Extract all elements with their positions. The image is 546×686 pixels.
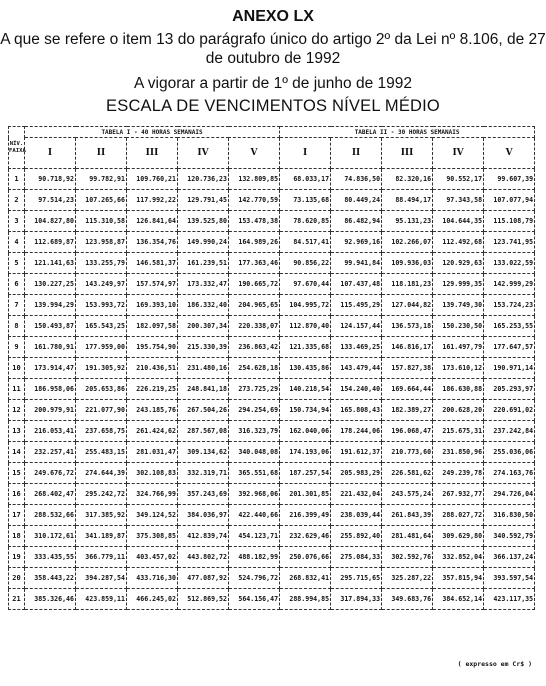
level-cell: 11 — [9, 379, 25, 400]
salary-cell: 112.689,87 — [25, 232, 76, 253]
salary-cell: 332.852,04 — [433, 547, 484, 568]
salary-cell: 196.068,47 — [382, 421, 433, 442]
salary-cell: 150.493,87 — [25, 316, 76, 337]
table-row — [9, 358, 535, 379]
salary-cell: 161.239,51 — [178, 253, 229, 274]
level-cell: 20 — [9, 568, 25, 589]
salary-cell: 250.076,66 — [280, 547, 331, 568]
salary-cell: 201.301,85 — [280, 484, 331, 505]
salary-cell: 288.532,66 — [25, 505, 76, 526]
level-cell: 21 — [9, 589, 25, 610]
level-cell: 9 — [9, 337, 25, 358]
table-row — [9, 400, 535, 421]
salary-cell: 254.628,18 — [229, 358, 280, 379]
salary-cell: 248.841,18 — [178, 379, 229, 400]
salary-cell: 90.718,92 — [25, 169, 76, 190]
salary-cell: 97.343,58 — [433, 190, 484, 211]
salary-cell: 129.791,45 — [178, 190, 229, 211]
salary-cell: 325.287,22 — [382, 568, 433, 589]
salary-cell: 288.994,85 — [280, 589, 331, 610]
salary-cell: 174.193,06 — [280, 442, 331, 463]
level-cell: 8 — [9, 316, 25, 337]
salary-cell: 357.815,94 — [433, 568, 484, 589]
salary-cell: 150.734,94 — [280, 400, 331, 421]
salary-cell: 349.683,76 — [382, 589, 433, 610]
table-row — [9, 274, 535, 295]
table-row — [9, 421, 535, 442]
salary-cell: 220.338,07 — [229, 316, 280, 337]
level-cell: 10 — [9, 358, 25, 379]
salary-cell: 173.914,47 — [25, 358, 76, 379]
salary-cell: 191.612,37 — [331, 442, 382, 463]
salary-cell: 365.551,68 — [229, 463, 280, 484]
salary-cell: 130.435,86 — [280, 358, 331, 379]
table-row — [9, 463, 535, 484]
salary-cell: 124.157,44 — [331, 316, 382, 337]
salary-cell: 182.389,27 — [382, 400, 433, 421]
salary-cell: 190.971,14 — [484, 358, 535, 379]
salary-cell: 249.239,78 — [433, 463, 484, 484]
salary-cell: 92.969,16 — [331, 232, 382, 253]
salary-cell: 216.053,41 — [25, 421, 76, 442]
salary-cell: 288.027,72 — [433, 505, 484, 526]
salary-cell: 287.567,08 — [178, 421, 229, 442]
salary-cell: 115.495,29 — [331, 295, 382, 316]
salary-cell: 142.770,59 — [229, 190, 280, 211]
salary-cell: 317.894,33 — [331, 589, 382, 610]
table-row — [9, 295, 535, 316]
salary-cell: 153.993,72 — [76, 295, 127, 316]
salary-cell: 142.999,29 — [484, 274, 535, 295]
salary-cell: 115.310,58 — [76, 211, 127, 232]
salary-cell: 412.839,74 — [178, 526, 229, 547]
salary-cell: 82.320,16 — [382, 169, 433, 190]
salary-cell: 488.182,99 — [229, 547, 280, 568]
salary-cell: 275.084,33 — [331, 547, 382, 568]
salary-cell: 139.749,30 — [433, 295, 484, 316]
salary-cell: 129.999,35 — [433, 274, 484, 295]
salary-cell: 215.330,39 — [178, 337, 229, 358]
salary-cell: 231.480,16 — [178, 358, 229, 379]
salary-cell: 236.863,42 — [229, 337, 280, 358]
salary-cell: 187.257,54 — [280, 463, 331, 484]
salary-cell: 295.242,72 — [76, 484, 127, 505]
salary-cell: 333.435,55 — [25, 547, 76, 568]
salary-cell: 210.436,51 — [127, 358, 178, 379]
salary-cell: 332.319,71 — [178, 463, 229, 484]
salary-cell: 267.932,77 — [433, 484, 484, 505]
table-row — [9, 379, 535, 400]
salary-cell: 169.664,44 — [382, 379, 433, 400]
salary-cell: 139.994,29 — [25, 295, 76, 316]
salary-cell: 149.990,24 — [178, 232, 229, 253]
salary-cell: 274.163,76 — [484, 463, 535, 484]
salary-cell: 104.995,72 — [280, 295, 331, 316]
salary-cell: 205.293,97 — [484, 379, 535, 400]
salary-cell: 165.808,43 — [331, 400, 382, 421]
column-header: V — [229, 138, 280, 169]
salary-cell: 130.227,25 — [25, 274, 76, 295]
salary-cell: 341.189,87 — [76, 526, 127, 547]
level-cell: 15 — [9, 463, 25, 484]
salary-cell: 340.048,08 — [229, 442, 280, 463]
salary-cell: 88.494,17 — [382, 190, 433, 211]
salary-cell: 392.968,06 — [229, 484, 280, 505]
salary-cell: 153.724,23 — [484, 295, 535, 316]
level-cell: 3 — [9, 211, 25, 232]
salary-cell: 309.629,80 — [433, 526, 484, 547]
salary-cell: 316.830,50 — [484, 505, 535, 526]
salary-cell: 95.131,23 — [382, 211, 433, 232]
table-row — [9, 484, 535, 505]
salary-cell: 205.983,29 — [331, 463, 382, 484]
salary-scale-table — [8, 126, 535, 610]
salary-cell: 117.992,22 — [127, 190, 178, 211]
salary-cell: 161.497,79 — [433, 337, 484, 358]
table-row — [9, 169, 535, 190]
salary-cell: 477.087,92 — [178, 568, 229, 589]
salary-cell: 294.254,69 — [229, 400, 280, 421]
salary-cell: 186.958,06 — [25, 379, 76, 400]
salary-cell: 564.156,47 — [229, 589, 280, 610]
salary-cell: 268.402,47 — [25, 484, 76, 505]
salary-cell: 393.597,54 — [484, 568, 535, 589]
salary-cell: 243.575,24 — [382, 484, 433, 505]
salary-cell: 317.385,92 — [76, 505, 127, 526]
salary-cell: 112.492,68 — [433, 232, 484, 253]
column-header: I — [25, 138, 76, 169]
level-cell: 17 — [9, 505, 25, 526]
level-cell: 13 — [9, 421, 25, 442]
salary-cell: 255.483,15 — [76, 442, 127, 463]
salary-cell: 422.440,66 — [229, 505, 280, 526]
salary-cell: 238.039,44 — [331, 505, 382, 526]
salary-cell: 385.326,46 — [25, 589, 76, 610]
salary-cell: 267.504,26 — [178, 400, 229, 421]
salary-cell: 165.253,55 — [484, 316, 535, 337]
salary-cell: 249.676,72 — [25, 463, 76, 484]
salary-cell: 99.782,91 — [76, 169, 127, 190]
salary-cell: 200.307,34 — [178, 316, 229, 337]
salary-cell: 157.574,97 — [127, 274, 178, 295]
column-header: IV — [433, 138, 484, 169]
salary-cell: 195.754,90 — [127, 337, 178, 358]
level-cell: 19 — [9, 547, 25, 568]
salary-cell: 340.592,79 — [484, 526, 535, 547]
salary-cell: 173.332,47 — [178, 274, 229, 295]
table-row — [9, 232, 535, 253]
salary-scale-title: ESCALA DE VENCIMENTOS NÍVEL MÉDIO — [106, 97, 440, 115]
level-cell: 4 — [9, 232, 25, 253]
salary-cell: 139.525,80 — [178, 211, 229, 232]
salary-cell: 150.230,50 — [433, 316, 484, 337]
salary-cell: 237.658,75 — [76, 421, 127, 442]
table-row — [9, 442, 535, 463]
level-cell: 14 — [9, 442, 25, 463]
salary-cell: 261.424,62 — [127, 421, 178, 442]
table-group-30h-header: TABELA II - 30 HORAS SEMANAIS — [280, 127, 535, 138]
salary-cell: 162.040,06 — [280, 421, 331, 442]
table-row — [9, 211, 535, 232]
salary-cell: 375.308,85 — [127, 526, 178, 547]
table-group-40h-header: TABELA I - 40 HORAS SEMANAIS — [25, 127, 280, 138]
salary-cell: 255.036,06 — [484, 442, 535, 463]
table-row — [9, 316, 535, 337]
salary-cell: 191.305,92 — [76, 358, 127, 379]
salary-cell: 169.393,10 — [127, 295, 178, 316]
salary-cell: 154.240,40 — [331, 379, 382, 400]
salary-cell: 120.736,23 — [178, 169, 229, 190]
column-header: III — [382, 138, 433, 169]
salary-cell: 90.552,17 — [433, 169, 484, 190]
salary-cell: 146.581,37 — [127, 253, 178, 274]
salary-cell: 99.941,84 — [331, 253, 382, 274]
salary-cell: 394.287,54 — [76, 568, 127, 589]
salary-cell: 302.592,76 — [382, 547, 433, 568]
salary-cell: 205.653,86 — [76, 379, 127, 400]
salary-cell: 178.244,06 — [331, 421, 382, 442]
salary-cell: 200.628,20 — [433, 400, 484, 421]
level-cell: 1 — [9, 169, 25, 190]
salary-cell: 358.443,22 — [25, 568, 76, 589]
level-cell: 12 — [9, 400, 25, 421]
salary-cell: 221.432,04 — [331, 484, 382, 505]
salary-cell: 136.354,76 — [127, 232, 178, 253]
salary-cell: 97.514,23 — [25, 190, 76, 211]
table-row — [9, 253, 535, 274]
salary-cell: 384.652,14 — [433, 589, 484, 610]
salary-cell: 157.827,38 — [382, 358, 433, 379]
salary-cell: 126.841,64 — [127, 211, 178, 232]
salary-cell: 512.869,52 — [178, 589, 229, 610]
salary-cell: 403.457,02 — [127, 547, 178, 568]
effective-date-line: A vigorar a partir de 1º de junho de 1992 — [134, 75, 412, 92]
salary-cell: 316.323,79 — [229, 421, 280, 442]
salary-cell: 366.779,11 — [76, 547, 127, 568]
salary-cell: 221.077,90 — [76, 400, 127, 421]
salary-cell: 243.185,76 — [127, 400, 178, 421]
salary-cell: 107.077,94 — [484, 190, 535, 211]
salary-cell: 143.249,97 — [76, 274, 127, 295]
table-row — [9, 190, 535, 211]
salary-cell: 220.691,02 — [484, 400, 535, 421]
salary-cell: 226.581,62 — [382, 463, 433, 484]
salary-cell: 466.245,02 — [127, 589, 178, 610]
salary-cell: 366.137,24 — [484, 547, 535, 568]
salary-cell: 204.965,65 — [229, 295, 280, 316]
column-header: V — [484, 138, 535, 169]
level-cell: 5 — [9, 253, 25, 274]
level-cell: 6 — [9, 274, 25, 295]
salary-cell: 136.573,18 — [382, 316, 433, 337]
salary-cell: 123.958,87 — [76, 232, 127, 253]
salary-cell: 182.097,58 — [127, 316, 178, 337]
level-cell: 16 — [9, 484, 25, 505]
salary-cell: 433.716,30 — [127, 568, 178, 589]
salary-cell: 109.760,21 — [127, 169, 178, 190]
salary-cell: 123.741,95 — [484, 232, 535, 253]
salary-cell: 112.870,40 — [280, 316, 331, 337]
salary-cell: 132.809,85 — [229, 169, 280, 190]
salary-cell: 186.630,88 — [433, 379, 484, 400]
column-header: IV — [178, 138, 229, 169]
salary-cell: 165.543,25 — [76, 316, 127, 337]
salary-cell: 294.726,04 — [484, 484, 535, 505]
column-header: II — [331, 138, 382, 169]
salary-cell: 200.979,91 — [25, 400, 76, 421]
salary-cell: 80.449,24 — [331, 190, 382, 211]
salary-cell: 115.108,79 — [484, 211, 535, 232]
salary-cell: 133.255,79 — [76, 253, 127, 274]
salary-cell: 97.670,44 — [280, 274, 331, 295]
salary-cell: 324.766,99 — [127, 484, 178, 505]
salary-cell: 107.265,66 — [76, 190, 127, 211]
salary-cell: 232.257,41 — [25, 442, 76, 463]
salary-cell: 210.773,60 — [382, 442, 433, 463]
salary-cell: 121.141,63 — [25, 253, 76, 274]
level-cell: 18 — [9, 526, 25, 547]
table-row — [9, 547, 535, 568]
salary-cell: 190.665,72 — [229, 274, 280, 295]
salary-cell: 231.850,96 — [433, 442, 484, 463]
salary-cell: 102.266,07 — [382, 232, 433, 253]
level-cell: 2 — [9, 190, 25, 211]
salary-cell: 73.135,68 — [280, 190, 331, 211]
salary-cell: 226.219,25 — [127, 379, 178, 400]
salary-cell: 104.827,80 — [25, 211, 76, 232]
salary-cell: 281.481,64 — [382, 526, 433, 547]
salary-cell: 120.929,63 — [433, 253, 484, 274]
salary-cell: 384.036,97 — [178, 505, 229, 526]
salary-cell: 454.123,71 — [229, 526, 280, 547]
salary-cell: 104.644,35 — [433, 211, 484, 232]
salary-cell: 118.181,23 — [382, 274, 433, 295]
salary-cell: 274.644,39 — [76, 463, 127, 484]
salary-cell: 295.715,65 — [331, 568, 382, 589]
salary-cell: 153.478,38 — [229, 211, 280, 232]
annex-title: ANEXO LX — [232, 8, 314, 25]
salary-cell: 143.479,44 — [331, 358, 382, 379]
level-column-header: NÍV. FAIXA — [9, 127, 25, 169]
salary-cell: 281.031,47 — [127, 442, 178, 463]
column-header: I — [280, 138, 331, 169]
annex-subtitle: A que se refere o item 13 do parágrafo único do artigo 2º da Lei nº 8.106, de 27 de outubro de 1992 — [0, 31, 546, 67]
salary-cell: 99.607,39 — [484, 169, 535, 190]
salary-cell: 133.469,25 — [331, 337, 382, 358]
salary-cell: 133.022,59 — [484, 253, 535, 274]
salary-cell: 443.802,72 — [178, 547, 229, 568]
salary-cell: 161.780,91 — [25, 337, 76, 358]
salary-cell: 146.816,17 — [382, 337, 433, 358]
salary-cell: 273.725,29 — [229, 379, 280, 400]
salary-cell: 78.620,85 — [280, 211, 331, 232]
salary-cell: 423.117,35 — [484, 589, 535, 610]
level-cell: 7 — [9, 295, 25, 316]
column-header: III — [127, 138, 178, 169]
salary-cell: 177.363,46 — [229, 253, 280, 274]
salary-cell: 186.332,40 — [178, 295, 229, 316]
salary-cell: 164.989,26 — [229, 232, 280, 253]
salary-cell: 309.134,62 — [178, 442, 229, 463]
salary-cell: 261.843,39 — [382, 505, 433, 526]
salary-cell: 349.124,52 — [127, 505, 178, 526]
salary-cell: 140.218,54 — [280, 379, 331, 400]
salary-cell: 524.796,72 — [229, 568, 280, 589]
salary-cell: 173.610,12 — [433, 358, 484, 379]
currency-note: ( expresso em Cr$ ) — [457, 660, 532, 668]
salary-cell: 177.959,00 — [76, 337, 127, 358]
salary-cell: 268.832,41 — [280, 568, 331, 589]
salary-cell: 237.242,84 — [484, 421, 535, 442]
salary-cell: 216.399,49 — [280, 505, 331, 526]
table-row — [9, 589, 535, 610]
salary-cell: 215.675,31 — [433, 421, 484, 442]
salary-cell: 302.108,83 — [127, 463, 178, 484]
table-row — [9, 505, 535, 526]
salary-cell: 127.044,82 — [382, 295, 433, 316]
salary-cell: 86.482,94 — [331, 211, 382, 232]
salary-cell: 107.437,48 — [331, 274, 382, 295]
table-body — [9, 169, 535, 610]
table-row — [9, 568, 535, 589]
salary-cell: 423.859,11 — [76, 589, 127, 610]
salary-cell: 121.335,68 — [280, 337, 331, 358]
salary-cell: 232.629,46 — [280, 526, 331, 547]
salary-cell: 90.856,22 — [280, 253, 331, 274]
salary-cell: 310.172,61 — [25, 526, 76, 547]
salary-cell: 109.936,03 — [382, 253, 433, 274]
column-header: II — [76, 138, 127, 169]
table-row — [9, 526, 535, 547]
salary-cell: 74.836,50 — [331, 169, 382, 190]
salary-cell: 177.647,57 — [484, 337, 535, 358]
salary-cell: 255.892,40 — [331, 526, 382, 547]
salary-cell: 357.243,69 — [178, 484, 229, 505]
salary-cell: 84.517,41 — [280, 232, 331, 253]
table-row — [9, 337, 535, 358]
salary-cell: 68.033,17 — [280, 169, 331, 190]
